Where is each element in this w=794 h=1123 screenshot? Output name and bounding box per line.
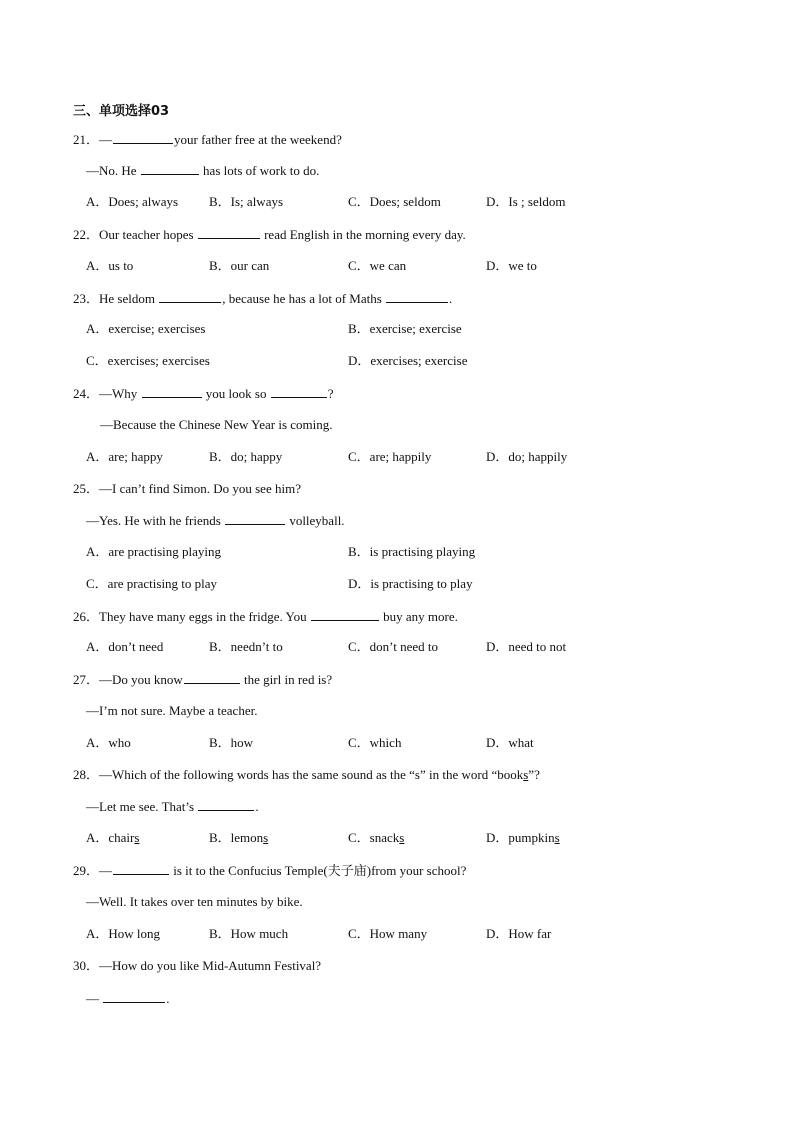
option-c[interactable]: C．we can	[348, 258, 407, 273]
answer-blank[interactable]	[103, 990, 165, 1003]
question-26-stem: 26．They have many eggs in the fridge. You buy any more.	[73, 609, 458, 624]
option-c[interactable]: C．How many	[348, 926, 428, 941]
option-c[interactable]: C．are practising to play	[86, 576, 218, 591]
question-27-stem: 27．—Do you know the girl in red is?	[73, 672, 333, 687]
answer-blank[interactable]	[113, 862, 169, 875]
option-d[interactable]: D．do; happily	[486, 449, 568, 464]
option-c[interactable]: C．which	[348, 735, 402, 750]
option-c[interactable]: C．snacks	[348, 830, 405, 845]
option-a[interactable]: A．exercise; exercises	[86, 321, 206, 336]
option-a[interactable]: A．who	[86, 735, 131, 750]
option-b[interactable]: B．exercise; exercise	[348, 321, 462, 336]
answer-blank[interactable]	[386, 290, 448, 303]
option-c[interactable]: C．are; happily	[348, 449, 432, 464]
answer-blank[interactable]	[198, 226, 260, 239]
question-22-stem: 22．Our teacher hopes read English in the morning every day.	[73, 227, 466, 242]
answer-blank[interactable]	[225, 512, 285, 525]
question-27-line2: —I’m not sure. Maybe a teacher.	[86, 703, 258, 718]
question-29-stem: 29．— is it to the Confucius Temple(夫子庙)from your school?	[73, 863, 467, 878]
question-24-stem: 24．—Why you look so ?	[73, 386, 334, 401]
option-d[interactable]: D．need to not	[486, 639, 567, 654]
option-a[interactable]: A．Does; always	[86, 194, 179, 209]
option-d[interactable]: D．How far	[486, 926, 552, 941]
option-a[interactable]: A．chairs	[86, 830, 140, 845]
answer-blank[interactable]	[311, 608, 379, 621]
option-b[interactable]: B．do; happy	[209, 449, 283, 464]
question-30-stem: 30．—How do you like Mid-Autumn Festival?	[73, 958, 322, 973]
question-24-line2: —Because the Chinese New Year is coming.	[100, 417, 333, 432]
question-25-line2: —Yes. He with he friends volleyball.	[86, 513, 345, 528]
option-c[interactable]: C．Does; seldom	[348, 194, 441, 209]
question-21-line2: —No. He has lots of work to do.	[86, 163, 320, 178]
option-d[interactable]: D．Is ; seldom	[486, 194, 566, 209]
question-21-stem: 21．— your father free at the weekend?	[73, 132, 342, 147]
option-d[interactable]: D．what	[486, 735, 534, 750]
option-b[interactable]: B．Is; always	[209, 194, 284, 209]
section-title: 三、单项选择03	[73, 104, 170, 119]
question-28-line2: —Let me see. That’s .	[86, 799, 259, 814]
answer-blank[interactable]	[198, 798, 254, 811]
answer-blank[interactable]	[184, 671, 240, 684]
question-23-stem: 23．He seldom , because he has a lot of Maths .	[73, 291, 453, 306]
option-d[interactable]: D．we to	[486, 258, 537, 273]
option-b[interactable]: B．is practising playing	[348, 544, 476, 559]
option-a[interactable]: A．How long	[86, 926, 161, 941]
option-a[interactable]: A．don’t need	[86, 639, 164, 654]
option-d[interactable]: D．exercises; exercise	[348, 353, 468, 368]
question-30-line2: — .	[86, 991, 170, 1006]
question-29-line2: —Well. It takes over ten minutes by bike.	[86, 894, 303, 909]
question-25-stem: 25．—I can’t find Simon. Do you see him?	[73, 481, 301, 496]
option-d[interactable]: D．is practising to play	[348, 576, 473, 591]
option-b[interactable]: B．our can	[209, 258, 270, 273]
answer-blank[interactable]	[159, 290, 221, 303]
answer-blank[interactable]	[271, 385, 327, 398]
option-d[interactable]: D．pumpkins	[486, 830, 560, 845]
option-b[interactable]: B．needn’t to	[209, 639, 283, 654]
option-c[interactable]: C．exercises; exercises	[86, 353, 210, 368]
answer-blank[interactable]	[141, 162, 199, 175]
answer-blank[interactable]	[142, 385, 202, 398]
option-c[interactable]: C．don’t need to	[348, 639, 439, 654]
option-b[interactable]: B．how	[209, 735, 254, 750]
question-28-stem: 28．—Which of the following words has the same sound as the “s” in the word “books”?	[73, 767, 540, 782]
answer-blank[interactable]	[113, 131, 173, 144]
option-b[interactable]: B．lemons	[209, 830, 269, 845]
option-b[interactable]: B．How much	[209, 926, 289, 941]
option-a[interactable]: A．are practising playing	[86, 544, 222, 559]
option-a[interactable]: A．us to	[86, 258, 134, 273]
option-a[interactable]: A．are; happy	[86, 449, 163, 464]
